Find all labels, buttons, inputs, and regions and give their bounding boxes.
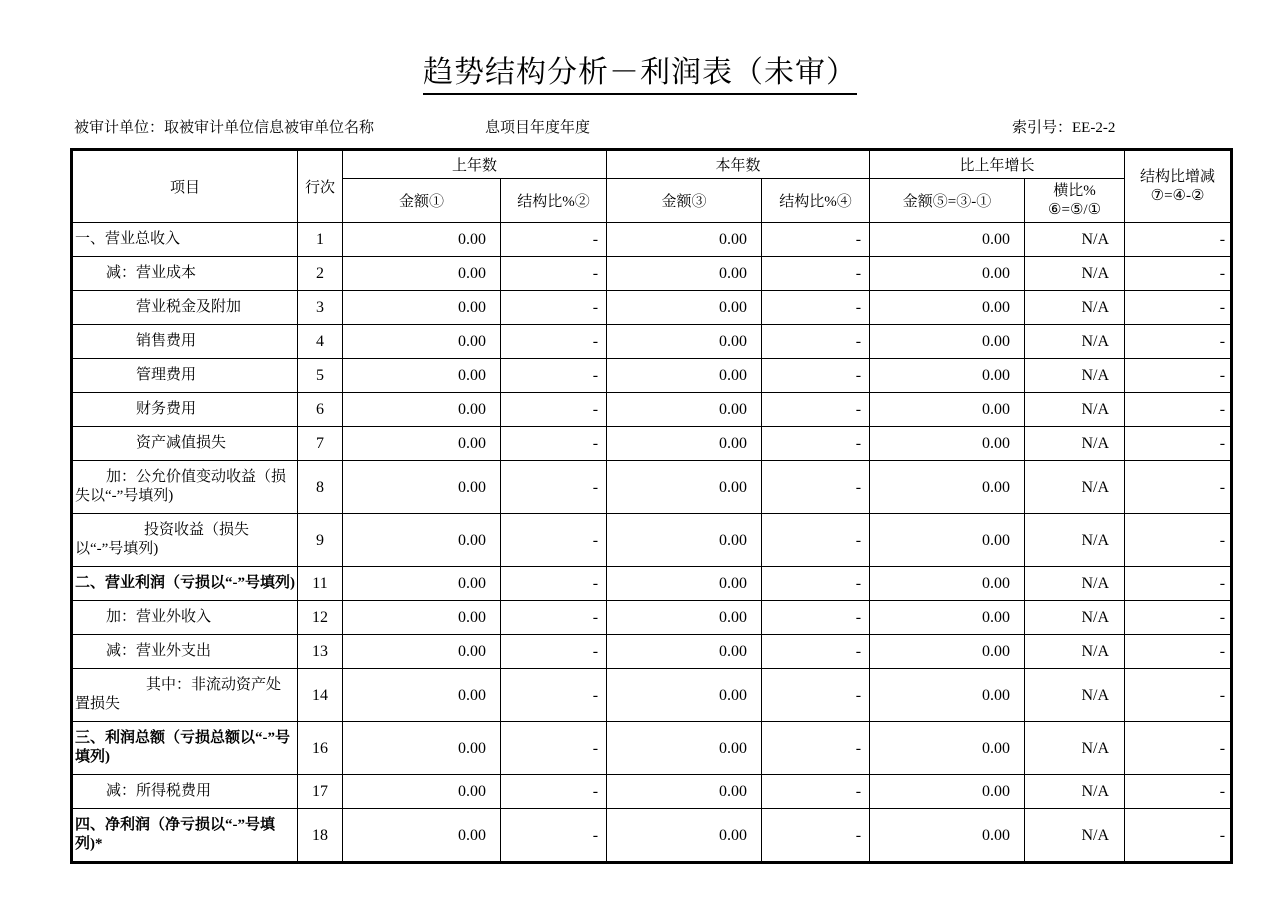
ratio-prev-cell: -	[501, 257, 607, 291]
amount-growth-cell: 0.00	[870, 635, 1025, 669]
horizontal-ratio-cell: N/A	[1025, 669, 1125, 722]
table-row	[72, 325, 1232, 359]
structure-change-cell: -	[1125, 223, 1232, 257]
row-label-cell: 一、营业总收入	[72, 223, 298, 257]
line-no-cell: 11	[298, 567, 343, 601]
row-label-cell: 销售费用	[72, 325, 298, 359]
amount-prev-cell: 0.00	[343, 567, 501, 601]
table-row	[72, 514, 1232, 567]
table-row	[72, 669, 1232, 722]
ratio-prev-cell: -	[501, 427, 607, 461]
ratio-curr-cell: -	[762, 635, 870, 669]
line-no-cell: 3	[298, 291, 343, 325]
row-label-cell: 四、净利润（净亏损以“-”号填列)*	[72, 809, 298, 863]
row-label-cell: 加：公允价值变动收益（损失以“-”号填列)	[72, 461, 298, 514]
row-label-cell: 其中：非流动资产处置损失	[72, 669, 298, 722]
ratio-prev-cell: -	[501, 635, 607, 669]
header-prev-year-group: 上年数	[343, 150, 607, 179]
row-label-cell: 投资收益（损失以“-”号填列)	[72, 514, 298, 567]
structure-change-cell: -	[1125, 257, 1232, 291]
ratio-curr-cell: -	[762, 601, 870, 635]
amount-prev-cell: 0.00	[343, 257, 501, 291]
amount-growth-cell: 0.00	[870, 775, 1025, 809]
ratio-prev-cell: -	[501, 809, 607, 863]
amount-curr-cell: 0.00	[607, 601, 762, 635]
amount-curr-cell: 0.00	[607, 567, 762, 601]
ratio-prev-cell: -	[501, 291, 607, 325]
line-no-cell: 16	[298, 722, 343, 775]
header-ratio4: 结构比%④	[762, 179, 870, 223]
ratio-prev-cell: -	[501, 514, 607, 567]
ratio-prev-cell: -	[501, 775, 607, 809]
amount-growth-cell: 0.00	[870, 325, 1025, 359]
ratio-prev-cell: -	[501, 393, 607, 427]
structure-change-cell: -	[1125, 669, 1232, 722]
row-label-cell: 减：营业外支出	[72, 635, 298, 669]
period-label: 息项目年度年度	[485, 120, 591, 136]
line-no-cell: 8	[298, 461, 343, 514]
amount-growth-cell: 0.00	[870, 359, 1025, 393]
row-label-cell: 加：营业外收入	[72, 601, 298, 635]
header-structure-change-line1: 结构比增减	[1140, 168, 1216, 185]
row-label-cell: 减：所得税费用	[72, 775, 298, 809]
table-row	[72, 722, 1232, 775]
table-row	[72, 393, 1232, 427]
ratio-curr-cell: -	[762, 567, 870, 601]
amount-prev-cell: 0.00	[343, 601, 501, 635]
amount-curr-cell: 0.00	[607, 635, 762, 669]
row-label-cell: 资产减值损失	[72, 427, 298, 461]
amount-prev-cell: 0.00	[343, 291, 501, 325]
row-label-cell: 二、营业利润（亏损以“-”号填列)	[72, 567, 298, 601]
ratio-curr-cell: -	[762, 223, 870, 257]
header-structure-change-line2: ⑦=④-②	[1150, 187, 1205, 204]
horizontal-ratio-cell: N/A	[1025, 809, 1125, 863]
ratio-curr-cell: -	[762, 291, 870, 325]
header-amount5: 金额⑤=③-①	[870, 179, 1025, 223]
header-line-no: 行次	[298, 150, 343, 223]
amount-prev-cell: 0.00	[343, 461, 501, 514]
header-hratio-line1: 横比%	[1053, 182, 1096, 199]
header-hratio	[1025, 179, 1125, 223]
table-row	[72, 775, 1232, 809]
title-row	[0, 0, 1280, 95]
structure-change-cell: -	[1125, 514, 1232, 567]
amount-curr-cell: 0.00	[607, 257, 762, 291]
horizontal-ratio-cell: N/A	[1025, 393, 1125, 427]
ratio-curr-cell: -	[762, 722, 870, 775]
amount-growth-cell: 0.00	[870, 567, 1025, 601]
horizontal-ratio-cell: N/A	[1025, 223, 1125, 257]
line-no-cell: 6	[298, 393, 343, 427]
amount-curr-cell: 0.00	[607, 722, 762, 775]
structure-change-cell: -	[1125, 393, 1232, 427]
line-no-cell: 5	[298, 359, 343, 393]
ratio-curr-cell: -	[762, 257, 870, 291]
structure-change-cell: -	[1125, 601, 1232, 635]
amount-prev-cell: 0.00	[343, 514, 501, 567]
structure-change-cell: -	[1125, 325, 1232, 359]
line-no-cell: 17	[298, 775, 343, 809]
ratio-curr-cell: -	[762, 325, 870, 359]
amount-prev-cell: 0.00	[343, 635, 501, 669]
header-curr-year-group: 本年数	[607, 150, 870, 179]
ratio-prev-cell: -	[501, 722, 607, 775]
ratio-curr-cell: -	[762, 514, 870, 567]
structure-change-cell: -	[1125, 291, 1232, 325]
table-row	[72, 427, 1232, 461]
structure-change-cell: -	[1125, 567, 1232, 601]
amount-curr-cell: 0.00	[607, 393, 762, 427]
header-amount3: 金额③	[607, 179, 762, 223]
header-hratio-line2: ⑥=⑤/①	[1048, 201, 1102, 218]
amount-prev-cell: 0.00	[343, 809, 501, 863]
amount-curr-cell: 0.00	[607, 514, 762, 567]
amount-curr-cell: 0.00	[607, 291, 762, 325]
table-row	[72, 601, 1232, 635]
amount-prev-cell: 0.00	[343, 722, 501, 775]
line-no-cell: 9	[298, 514, 343, 567]
meta-row	[70, 118, 1230, 139]
row-label-cell: 管理费用	[72, 359, 298, 393]
horizontal-ratio-cell: N/A	[1025, 514, 1125, 567]
ratio-curr-cell: -	[762, 427, 870, 461]
ratio-prev-cell: -	[501, 359, 607, 393]
row-label-cell: 财务费用	[72, 393, 298, 427]
table-row	[72, 359, 1232, 393]
line-no-cell: 12	[298, 601, 343, 635]
header-amount1: 金额①	[343, 179, 501, 223]
amount-growth-cell: 0.00	[870, 514, 1025, 567]
table-row	[72, 567, 1232, 601]
structure-change-cell: -	[1125, 461, 1232, 514]
amount-growth-cell: 0.00	[870, 461, 1025, 514]
audited-entity-label: 被审计单位：取被审计单位信息被审单位名称	[74, 120, 375, 136]
horizontal-ratio-cell: N/A	[1025, 601, 1125, 635]
amount-prev-cell: 0.00	[343, 325, 501, 359]
amount-prev-cell: 0.00	[343, 359, 501, 393]
ratio-prev-cell: -	[501, 461, 607, 514]
table-body	[72, 223, 1232, 863]
ratio-curr-cell: -	[762, 775, 870, 809]
index-number-label: 索引号：EE-2-2	[1012, 120, 1116, 136]
row-label-cell: 三、利润总额（亏损总额以“-”号填列)	[72, 722, 298, 775]
amount-curr-cell: 0.00	[607, 223, 762, 257]
horizontal-ratio-cell: N/A	[1025, 257, 1125, 291]
structure-change-cell: -	[1125, 359, 1232, 393]
ratio-curr-cell: -	[762, 359, 870, 393]
amount-growth-cell: 0.00	[870, 722, 1025, 775]
line-no-cell: 1	[298, 223, 343, 257]
amount-curr-cell: 0.00	[607, 461, 762, 514]
horizontal-ratio-cell: N/A	[1025, 325, 1125, 359]
amount-growth-cell: 0.00	[870, 291, 1025, 325]
table-row	[72, 635, 1232, 669]
amount-prev-cell: 0.00	[343, 393, 501, 427]
line-no-cell: 18	[298, 809, 343, 863]
profit-analysis-table	[70, 148, 1233, 864]
line-no-cell: 14	[298, 669, 343, 722]
amount-prev-cell: 0.00	[343, 427, 501, 461]
row-label-cell: 营业税金及附加	[72, 291, 298, 325]
amount-growth-cell: 0.00	[870, 393, 1025, 427]
amount-prev-cell: 0.00	[343, 669, 501, 722]
header-growth-group: 比上年增长	[870, 150, 1125, 179]
horizontal-ratio-cell: N/A	[1025, 567, 1125, 601]
horizontal-ratio-cell: N/A	[1025, 461, 1125, 514]
ratio-prev-cell: -	[501, 223, 607, 257]
ratio-curr-cell: -	[762, 669, 870, 722]
amount-curr-cell: 0.00	[607, 669, 762, 722]
amount-growth-cell: 0.00	[870, 223, 1025, 257]
amount-growth-cell: 0.00	[870, 427, 1025, 461]
line-no-cell: 7	[298, 427, 343, 461]
table-header	[72, 150, 1232, 223]
page-title: 趋势结构分析－利润表（未审）	[423, 56, 857, 95]
structure-change-cell: -	[1125, 635, 1232, 669]
amount-curr-cell: 0.00	[607, 427, 762, 461]
header-structure-change	[1125, 150, 1232, 223]
table-row	[72, 257, 1232, 291]
amount-curr-cell: 0.00	[607, 775, 762, 809]
line-no-cell: 4	[298, 325, 343, 359]
horizontal-ratio-cell: N/A	[1025, 291, 1125, 325]
table-row	[72, 291, 1232, 325]
amount-curr-cell: 0.00	[607, 809, 762, 863]
structure-change-cell: -	[1125, 809, 1232, 863]
amount-growth-cell: 0.00	[870, 257, 1025, 291]
horizontal-ratio-cell: N/A	[1025, 775, 1125, 809]
amount-prev-cell: 0.00	[343, 223, 501, 257]
table-row	[72, 809, 1232, 863]
table-row	[72, 223, 1232, 257]
horizontal-ratio-cell: N/A	[1025, 722, 1125, 775]
ratio-curr-cell: -	[762, 809, 870, 863]
amount-prev-cell: 0.00	[343, 775, 501, 809]
header-ratio2: 结构比%②	[501, 179, 607, 223]
row-label-cell: 减：营业成本	[72, 257, 298, 291]
structure-change-cell: -	[1125, 427, 1232, 461]
amount-curr-cell: 0.00	[607, 359, 762, 393]
amount-curr-cell: 0.00	[607, 325, 762, 359]
line-no-cell: 2	[298, 257, 343, 291]
amount-growth-cell: 0.00	[870, 809, 1025, 863]
structure-change-cell: -	[1125, 722, 1232, 775]
ratio-curr-cell: -	[762, 393, 870, 427]
header-item: 项目	[72, 150, 298, 223]
ratio-prev-cell: -	[501, 325, 607, 359]
horizontal-ratio-cell: N/A	[1025, 359, 1125, 393]
horizontal-ratio-cell: N/A	[1025, 635, 1125, 669]
amount-growth-cell: 0.00	[870, 669, 1025, 722]
line-no-cell: 13	[298, 635, 343, 669]
ratio-prev-cell: -	[501, 601, 607, 635]
ratio-curr-cell: -	[762, 461, 870, 514]
structure-change-cell: -	[1125, 775, 1232, 809]
ratio-prev-cell: -	[501, 669, 607, 722]
horizontal-ratio-cell: N/A	[1025, 427, 1125, 461]
ratio-prev-cell: -	[501, 567, 607, 601]
amount-growth-cell: 0.00	[870, 601, 1025, 635]
table-row	[72, 461, 1232, 514]
